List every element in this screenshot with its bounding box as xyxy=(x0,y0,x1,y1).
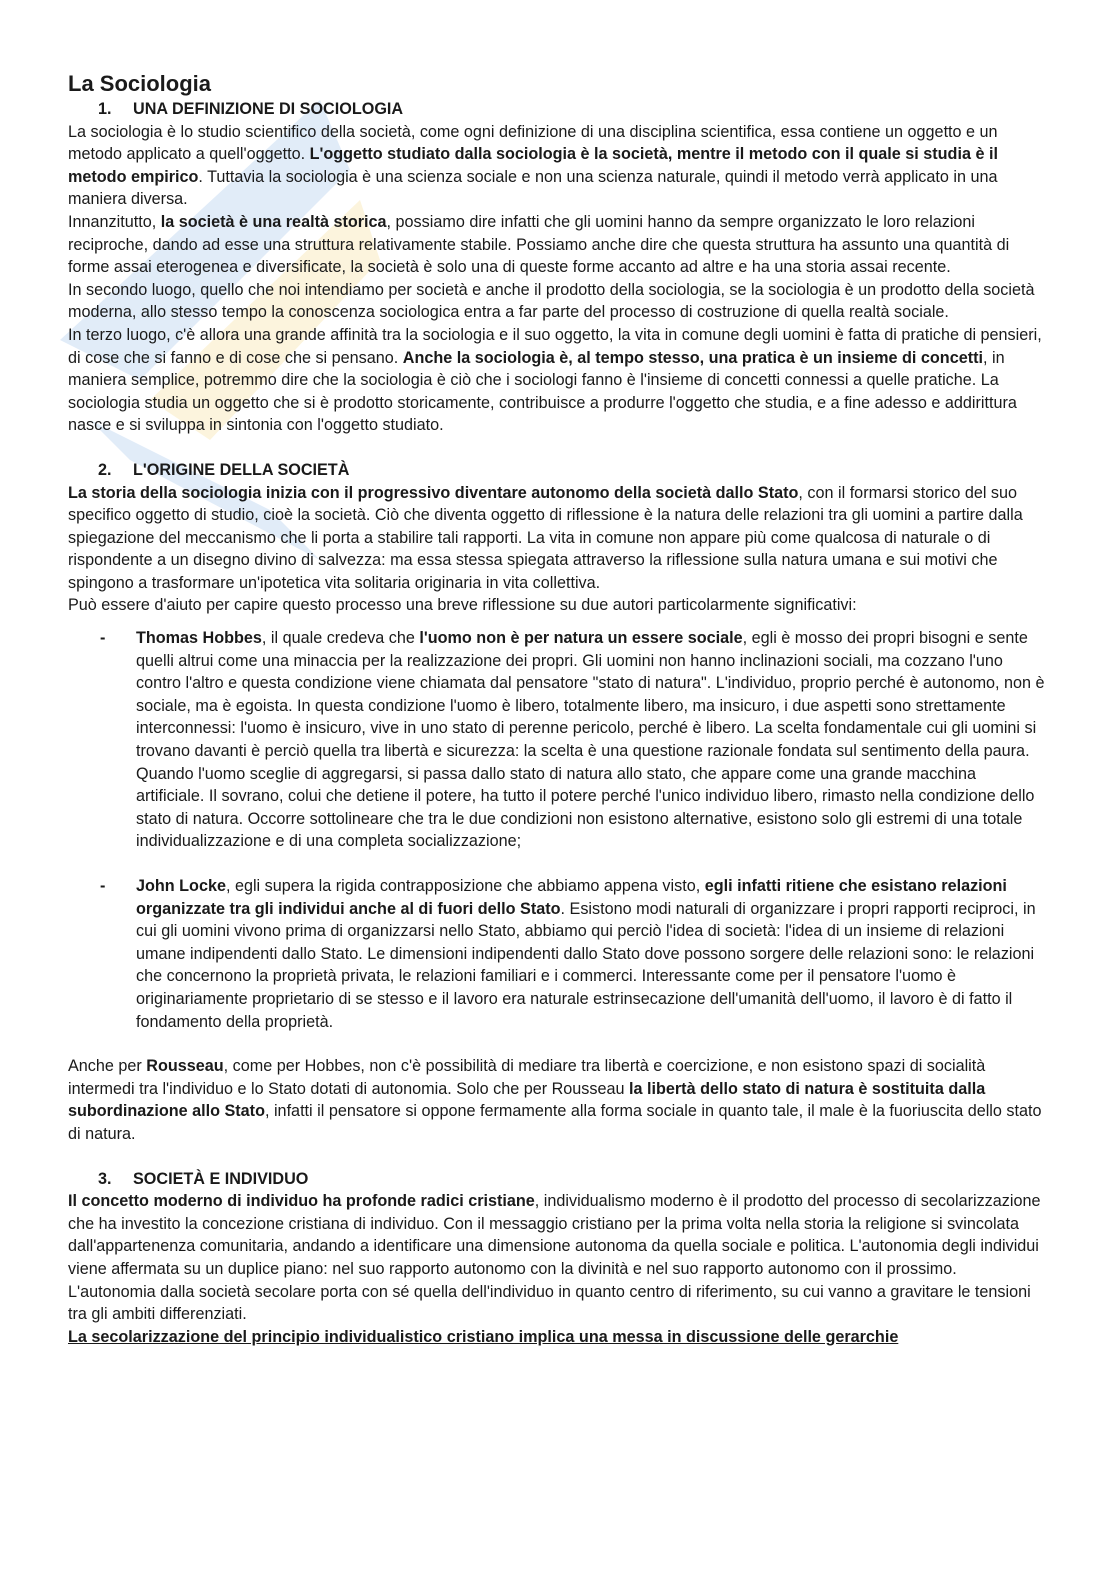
section-1-paragraph-1: La sociologia è lo studio scientifico della società, come ogni definizione di una disciplina scientifica, essa contiene un oggetto e un metodo applicato a quell'oggetto. L'oggetto studiato dalla sociologia è la società, mentre il metodo con il quale si studia è il metodo empirico. Tuttavia la sociologia è una scienza sociale e non una scienza naturale, quindi il metodo verrà applicato in una maniera diversa. xyxy=(68,122,998,209)
section-1-title: UNA DEFINIZIONE DI SOCIOLOGIA xyxy=(133,100,404,118)
list-item-locke: - John Locke, egli supera la rigida contrapposizione che abbiamo appena visto, egli infatti ritiene che esistano relazioni organizzate tra gli individui anche al di fuori dello Stato. Esistono modi naturali di organizzare i propri rapporti reciproci, in cui gli uomini vivono prima di organizzarsi nello Stato, abbiamo qui perciò l'idea di società: l'idea di un insieme di relazioni umane indipendenti dallo Stato. Le dimensioni indipendenti dallo Stato dove possono sorgere delle relazioni sono: le relazioni che concernono la proprietà privata, le relazioni familiari e i commerci. Interessante come per il pensatore l'uomo è originariamente proprietario di se stesso e il lavoro era naturale estrinsecazione dell'umanità dell'uomo, il lavoro è di fatto il fondamento della proprietà. xyxy=(100,877,1036,1031)
page-title: La Sociologia xyxy=(68,71,212,96)
section-3-number: 3. xyxy=(98,1169,112,1188)
section-2-paragraph-3: Anche per Rousseau, come per Hobbes, non c'è possibilità di mediare tra libertà e coercizione, e non esistono spazi di socialità intermedi tra l'individuo e lo Stato dotati di autonomia. Solo che per Rousseau la libertà dello stato di natura è sostituita dalla subordinazione allo Stato, infatti il pensatore si oppone fermamente alla forma sociale in quanto tale, il male è la fuoriuscita dello stato di natura. xyxy=(68,1057,1042,1143)
section-2-number: 2. xyxy=(98,460,112,479)
section-3-underlined-line: La secolarizzazione del principio individualistico cristiano implica una messa in discussione delle gerarchie xyxy=(68,1327,899,1346)
section-1-paragraph-4: In terzo luogo, c'è allora una grande affinità tra la sociologia e il suo oggetto, la vita in comune degli uomini è fatta di pratiche di pensieri, di cose che si fanno e di cose che si pensano. Anche la sociologia è, al tempo stesso, una pratica è un insieme di concetti, in maniera semplice, potremmo dire che la sociologia è ciò che i sociologi fanno è l'insieme di concetti connessi a quelle pratiche. La sociologia studia un oggetto che si è prodotto storicamente, contribuisce a produrre l'oggetto che studia, e a fine adesso e addirittura nasce e si sviluppa in sintonia con l'oggetto studiato. xyxy=(68,325,1042,435)
section-1-paragraph-3: In secondo luogo, quello che noi intendiamo per società e anche il prodotto della sociologia, se la sociologia è un prodotto della società moderna, allo stesso tempo la conoscenza sociologica entra a far parte del processo di costruzione di quella realtà sociale. xyxy=(68,280,1035,322)
section-2-heading xyxy=(68,459,1048,482)
section-3-title: SOCIETÀ E INDIVIDUO xyxy=(133,1169,309,1188)
document-page xyxy=(68,70,1048,1348)
section-2-paragraph-2: Può essere d'aiuto per capire questo processo una breve riflessione su due autori particolarmente significativi: xyxy=(68,596,857,615)
section-1-heading xyxy=(68,98,1048,121)
bullet-dash: - xyxy=(100,877,106,895)
bullet-dash: - xyxy=(100,629,106,648)
list-item-hobbes: - Thomas Hobbes, il quale credeva che l'uomo non è per natura un essere sociale, egli è mosso dei propri bisogni e sente quelli altrui come una minaccia per la realizzazione dei propri. Gli uomini non hanno inclinazioni sociali, ma cozzano l'uno contro l'altro e questa condizione viene chiamata dal pensatore "stato di natura". L'individuo, proprio perché è autonomo, non è sociale, ma è egoista. In questa condizione l'uomo è libero, totalmente libero, ma insicuro, i due aspetti sono strettamente interconnessi: l'uomo è insicuro, vive in uno stato di perenne pericolo, perché è libero. La scelta fondamentale cui gli uomini si trovano davanti è perciò quella tra libertà e sicurezza: la scelta è una questione razionale fondata sul sentimento della paura. Quando l'uomo sceglie di aggregarsi, si passa dallo stato di natura allo stato, che appare come una grande macchina artificiale. Il sovrano, colui che detiene il potere, ha tutto il potere perché l'unico individuo libero, rimasto nella condizione dello stato di natura. Occorre sottolineare che tra le due condizioni non esistono alternative, esistono solo gli estremi di una totale individualizzazione e di una completa socializzazione; xyxy=(100,629,1045,851)
section-2-title: L'ORIGINE DELLA SOCIETÀ xyxy=(133,460,350,479)
authors-list xyxy=(68,627,1048,1033)
section-1-paragraph-2: Innanzitutto, la società è una realtà storica, possiamo dire infatti che gli uomini hanno da sempre organizzato le loro relazioni reciproche, dando ad esse una struttura relativamente stabile. Possiamo anche dire che questa struttura ha assunto una quantità di forme assai eterogenea e diversificate, la società è solo una di queste forme accanto ad altre e ha una storia assai recente. xyxy=(68,212,1010,277)
section-2-paragraph-1: La storia della sociologia inizia con il progressivo diventare autonomo della società dallo Stato, con il formarsi storico del suo specifico oggetto di studio, cioè la società. Ciò che diventa oggetto di riflessione è la natura delle relazioni tra gli uomini a partire dalla spiegazione del meccanismo che li porta a stabilire tali rapporti. La vita in comune non appare più come qualcosa di naturale o di rispondente a un disegno divino di salvezza: ma essa stessa spiegata attraverso la riflessione sulla natura umana e sui motivi che spingono a trasformare un'ipotetica vita solitaria originaria in vita collettiva. xyxy=(68,483,1023,592)
section-3-heading xyxy=(68,1168,1048,1191)
section-3-paragraph-1: Il concetto moderno di individuo ha profonde radici cristiane, individualismo moderno è il prodotto del processo di secolarizzazione che ha investito la concezione cristiana di individuo. Con il messaggio cristiano per la prima volta nella storia la religione si svincolata dall'appartenenza comunitaria, andando a identificare una dimensione autonoma da quella sociale e politica. L'autonomia degli individui viene affermata su un duplice piano: nel suo rapporto autonomo con la divinità e nel suo rapporto autonomo con il prossimo. L'autonomia dalla società secolare porta con sé quella dell'individuo in quanto centro di riferimento, su cui vanno a gravitare le tensioni tra gli ambiti differenziati. xyxy=(68,1192,1041,1324)
section-1-number: 1. xyxy=(98,100,112,118)
